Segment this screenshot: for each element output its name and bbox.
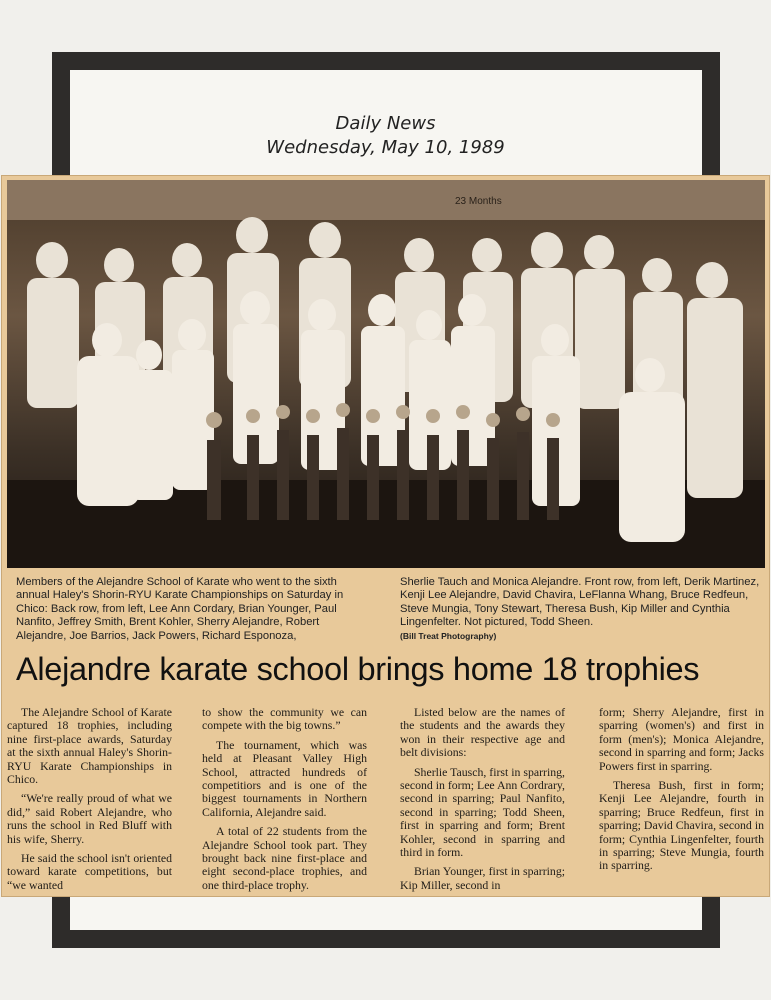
paragraph: He said the school isn't oriented toward karate competitions, but “we wanted xyxy=(7,851,172,892)
photo-caption-right xyxy=(400,576,760,643)
paragraph: form; Sherry Alejandre, first in sparring (women's) and first in form (men's); Monica Alejandre, second in sparring and form; Jacks Powers first in sparring. xyxy=(599,705,764,773)
paragraph: Listed below are the names of the students and the awards they won in their respective age and belt divisions: xyxy=(400,705,565,760)
photo-caption-right-text: Sherlie Tauch and Monica Alejandre. Front row, from left, Derik Martinez, Kenji Lee Alejandre, David Chavira, LeFlanna Whang, Bruce Redfeun, Steve Mungia, Tony Stewart, Theresa Bush, Kip Miller and Cynthia Lingenfelter. Not pictured, Todd Sheen. xyxy=(400,576,760,629)
masthead-date: Wednesday, May 10, 1989 xyxy=(266,137,505,158)
paragraph: Theresa Bush, first in form; Kenji Lee Alejandre, fourth in sparring; Bruce Redfeun, first in sparring; David Chavira, second in form; Cynthia Lingenfelter, fourth in sparring; Steve Mungia, fourth in sparring. xyxy=(599,778,764,873)
paragraph: The tournament, which was held at Pleasant Valley High School, attracted hundreds of competitiors and is one of the biggest tournaments in Northern California, Alejandre said. xyxy=(202,737,367,819)
paragraph: The Alejandre School of Karate captured 18 trophies, including nine first-place awards, Saturday at the sixth annual Haley's Shorin-RYU Karate Championships in Chico. xyxy=(7,705,172,787)
article-column-2 xyxy=(202,706,367,898)
masthead-paper: Daily News xyxy=(335,113,436,134)
paragraph: Sherlie Tausch, first in sparring, second in form; Lee Ann Cordrary, second in sparring; Paul Nanfito, second in sparring; Todd Sheen, first in sparring and form; Brent Kohler, second in sparring and third in form. xyxy=(400,764,566,860)
article-column-3 xyxy=(400,706,565,898)
photo-credit: (Bill Treat Photography) xyxy=(400,630,497,641)
group-photo xyxy=(7,180,765,568)
article-headline: Alejandre karate school brings home 18 trophies xyxy=(16,651,700,687)
group-photo-illustration xyxy=(7,180,765,568)
newspaper-clipping xyxy=(2,176,769,896)
paragraph: Brian Younger, first in sparring; Kip Miller, second in xyxy=(400,864,565,892)
paragraph: A total of 22 students from the Alejandre School took part. They brought back nine first-place and eight second-place trophies, and one third-place trophy. xyxy=(202,824,367,892)
paragraph: “We're really proud of what we did,” said Robert Alejandre, who runs the school in Red Bluff with his wife, Sherry. xyxy=(7,791,172,846)
photo-banner-text: 23 Months xyxy=(455,196,502,207)
article-column-4 xyxy=(599,706,764,879)
article-column-1 xyxy=(7,706,172,898)
photo-caption-left: Members of the Alejandre School of Karate who went to the sixth annual Haley's Shorin-RYU Karate Championships on Saturday in Chico: Back row, from left, Lee Ann Cordary, Brian Younger, Paul Nanfito, Jeffrey Smith, Brent Kohler, Sherry Alejandre, Robert Alejandre, Joe Barrios, Jack Powers, Richard Esponoza, xyxy=(16,576,344,642)
paragraph: to show the community we can compete with the big towns.” xyxy=(202,705,367,733)
